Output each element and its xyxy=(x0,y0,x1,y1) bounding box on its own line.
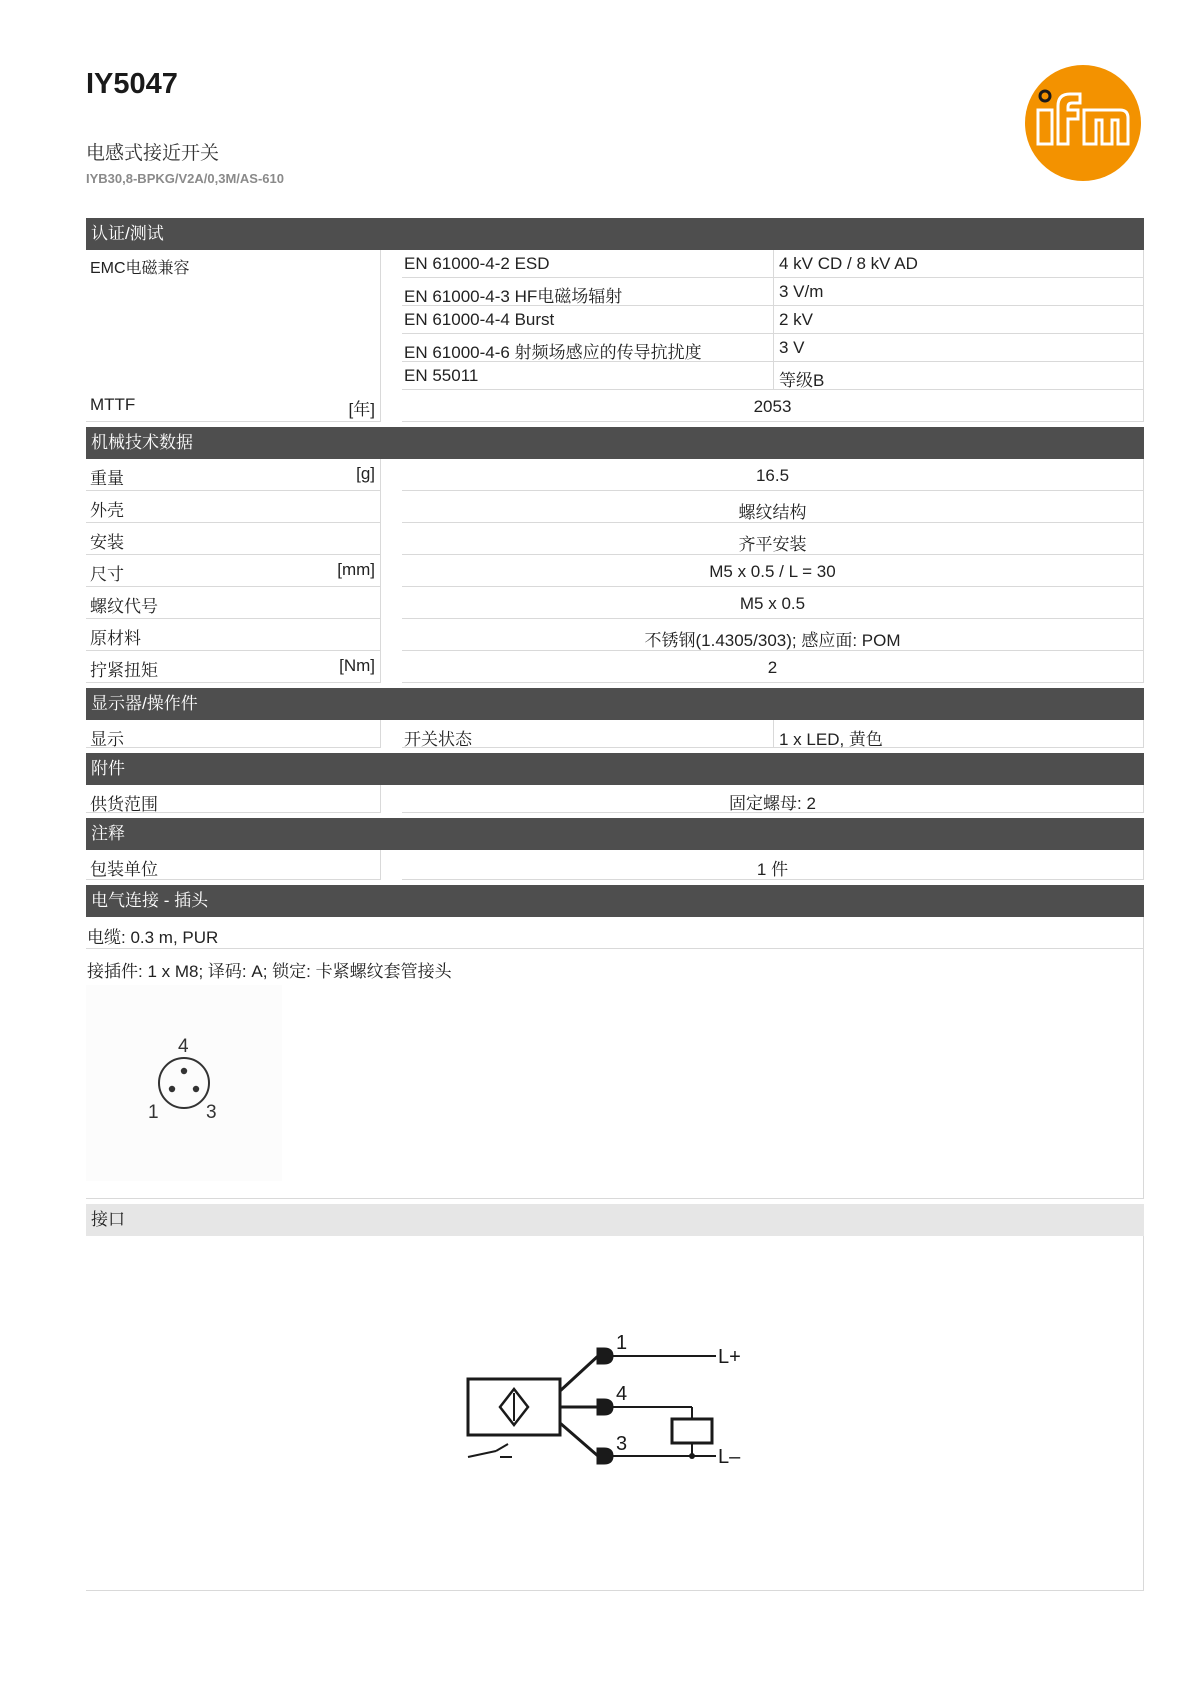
page-title: IY5047 xyxy=(86,68,178,100)
product-code: IYB30,8-BPKG/V2A/0,3M/AS-610 xyxy=(86,171,284,186)
section-accessories: 附件 xyxy=(86,753,1144,785)
section-interface: 接口 xyxy=(86,1204,1144,1236)
cable-info: 电缆: 0.3 m, PUR xyxy=(86,917,1144,949)
table-row: 显示 开关状态 1 x LED, 黄色 xyxy=(86,720,1144,748)
section-notes: 注释 xyxy=(86,818,1144,850)
pin-label: 4 xyxy=(178,1036,189,1057)
ifm-logo xyxy=(1024,64,1142,182)
table-row: 拧紧扭矩 [Nm] 2 xyxy=(86,651,1144,683)
pin-label: 3 xyxy=(206,1102,217,1123)
emc-row: EN 61000-4-3 HF电磁场辐射 3 V/m xyxy=(402,278,1144,306)
table-row: 重量 [g] 16.5 xyxy=(86,459,1144,491)
terminal-label: L+ xyxy=(718,1346,741,1368)
pin-label: 1 xyxy=(148,1102,159,1123)
pin-label: 1 xyxy=(616,1332,628,1354)
connector-info: 接插件: 1 x M8; 译码: A; 锁定: 卡紧螺纹套管接头 xyxy=(87,962,452,981)
emc-label: EMC电磁兼容 xyxy=(86,250,381,422)
table-row: 原材料 不锈钢(1.4305/303); 感应面: POM xyxy=(86,619,1144,651)
wiring-diagram xyxy=(456,1331,786,1481)
pin-label: 4 xyxy=(616,1383,628,1405)
emc-row: EN 61000-4-2 ESD 4 kV CD / 8 kV AD xyxy=(402,250,1144,278)
emc-row: EN 55011 等级B xyxy=(402,362,1144,390)
table-row: 外壳 螺纹结构 xyxy=(86,491,1144,523)
terminal-label: L– xyxy=(718,1446,741,1468)
table-row: 尺寸 [mm] M5 x 0.5 / L = 30 xyxy=(86,555,1144,587)
section-electrical: 电气连接 - 插头 xyxy=(86,885,1144,917)
pin-layout-diagram xyxy=(86,985,282,1181)
table-row: 安装 齐平安装 xyxy=(86,523,1144,555)
mttf-row: MTTF [年] 2053 xyxy=(86,390,1144,422)
table-row: 螺纹代号 M5 x 0.5 xyxy=(86,587,1144,619)
table-row: 供货范围 固定螺母: 2 xyxy=(86,785,1144,813)
interface-box xyxy=(86,1236,1144,1591)
emc-row: EN 61000-4-4 Burst 2 kV xyxy=(402,306,1144,334)
table-row: 包装单位 1 件 xyxy=(86,850,1144,880)
section-cert: 认证/测试 xyxy=(86,218,1144,250)
section-display: 显示器/操作件 xyxy=(86,688,1144,720)
section-mech: 机械技术数据 xyxy=(86,427,1144,459)
emc-row: EN 61000-4-6 射频场感应的传导抗扰度 3 V xyxy=(402,334,1144,362)
connector-box xyxy=(86,949,1144,1199)
product-type: 电感式接近开关 xyxy=(86,143,220,164)
pin-label: 3 xyxy=(616,1433,628,1455)
